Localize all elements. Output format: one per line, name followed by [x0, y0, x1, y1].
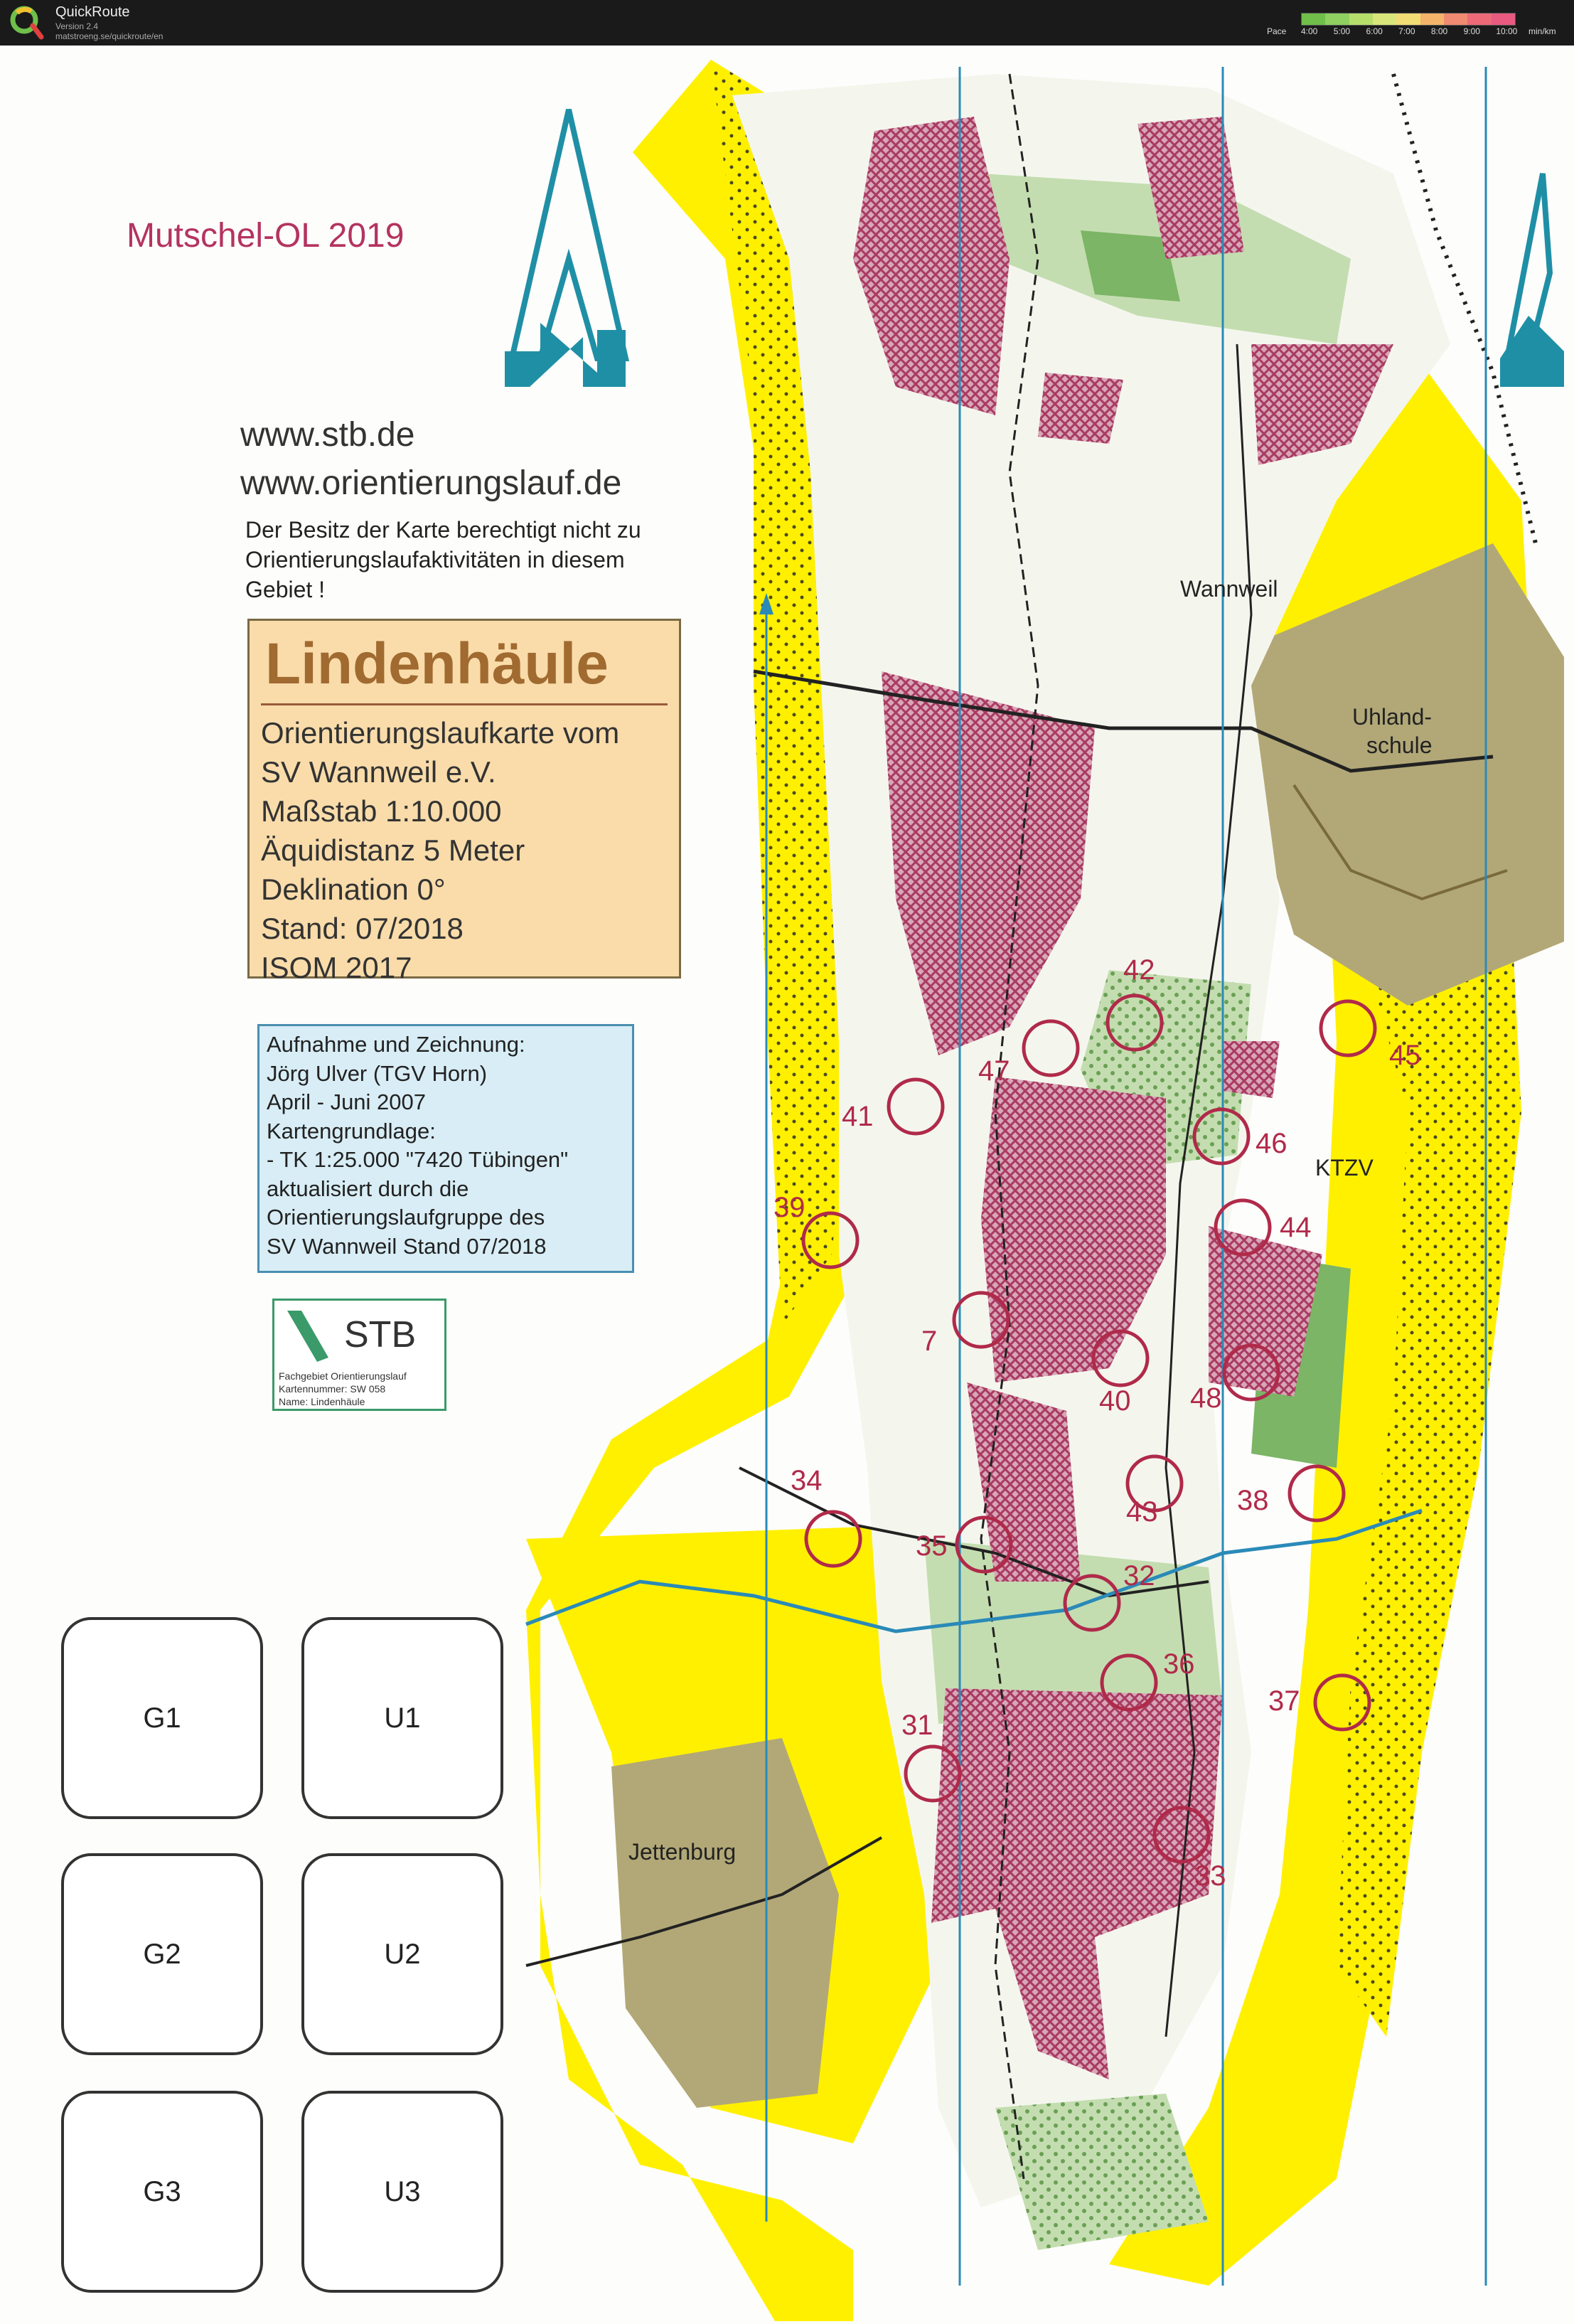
pace-color-swatch	[1325, 14, 1349, 25]
pace-color-swatch	[1492, 14, 1515, 25]
group-box-u3: U3	[301, 2091, 503, 2293]
control-label: 48	[1190, 1382, 1222, 1414]
place-jettenburg: Jettenburg	[628, 1839, 737, 1865]
group-box-u1: U1	[301, 1617, 503, 1819]
website-stb: www.stb.de	[240, 416, 415, 454]
control-label: 42	[1123, 954, 1155, 986]
pace-tick-labels	[1301, 26, 1529, 36]
info-line: Stand: 07/2018	[261, 912, 464, 945]
control-label: 47	[978, 1055, 1010, 1087]
control-label: 44	[1280, 1212, 1312, 1243]
map-name: Lindenhäule	[265, 631, 609, 696]
pace-tick: 7:00	[1398, 26, 1415, 36]
info-line: Äquidistanz 5 Meter	[261, 833, 525, 867]
stb-line: Fachgebiet Orientierungslauf	[279, 1370, 407, 1382]
pace-label: Pace	[1267, 26, 1287, 36]
control-label: 31	[901, 1710, 933, 1741]
app-title: QuickRoute	[55, 4, 130, 20]
orienteering-map[interactable]	[0, 46, 1574, 2324]
restricted-area-8	[1223, 1041, 1280, 1098]
credits-line: Jörg Ulver (TGV Horn)	[267, 1060, 488, 1086]
group-box-u2: U2	[301, 1853, 503, 2055]
control-label: 37	[1268, 1685, 1300, 1717]
control-label: 46	[1256, 1128, 1287, 1159]
credits-line: Kartengrundlage:	[267, 1118, 436, 1144]
stb-line: Kartennummer: SW 058	[279, 1383, 386, 1395]
north-arrow-2-icon	[1500, 174, 1564, 387]
pace-tick: 6:00	[1366, 26, 1383, 36]
stb-logo	[272, 1299, 446, 1411]
pace-tick: 4:00	[1301, 26, 1318, 36]
group-box-g1: G1	[61, 1617, 263, 1819]
control-label: 43	[1126, 1496, 1158, 1528]
control-label: 45	[1389, 1040, 1421, 1071]
event-title: Mutschel-OL 2019	[127, 217, 405, 255]
stb-line: Name: Lindenhäule	[279, 1396, 365, 1407]
credits-box	[257, 1024, 634, 1273]
pace-color-swatch	[1349, 14, 1373, 25]
app-url[interactable]: matstroeng.se/quickroute/en	[55, 31, 164, 41]
restricted-area-4	[1038, 373, 1123, 444]
group-box-g2: G2	[61, 1853, 263, 2055]
stb-name: STB	[344, 1314, 417, 1355]
credits-line: April - Juni 2007	[267, 1089, 427, 1114]
info-line: Deklination 0°	[261, 873, 446, 906]
control-label: 34	[791, 1465, 823, 1496]
app-version: Version 2.4	[55, 21, 99, 31]
credits-line: - TK 1:25.000 "7420 Tübingen"	[267, 1147, 569, 1172]
pace-tick: 5:00	[1333, 26, 1351, 36]
control-label: 35	[916, 1530, 948, 1562]
access-notice: Der Besitz der Karte berechtigt nicht zu Orientierungslaufaktivitäten in diesem Gebiet !	[245, 517, 641, 602]
control-label: 41	[842, 1101, 874, 1132]
pace-color-swatch	[1444, 14, 1467, 25]
pace-color-swatch	[1420, 14, 1444, 25]
control-label: 36	[1163, 1648, 1195, 1680]
credits-line: Aufnahme und Zeichnung:	[267, 1032, 525, 1057]
north-arrow-icon	[505, 110, 626, 387]
map-info-box	[247, 619, 681, 984]
pace-unit: min/km	[1529, 26, 1556, 36]
control-label: 39	[773, 1192, 805, 1223]
map-info-lines	[261, 713, 619, 987]
control-label: 32	[1123, 1560, 1155, 1592]
place-uhlandschule-1: Uhland-	[1352, 704, 1433, 730]
pace-color-swatch	[1373, 14, 1396, 25]
green-patch-5	[995, 2094, 1209, 2250]
control-label: 7	[921, 1326, 938, 1357]
stb-swoosh-icon	[286, 1308, 336, 1365]
divider	[261, 703, 668, 705]
info-line: ISOM 2017	[261, 951, 412, 984]
app-title-bar	[0, 0, 1574, 46]
credits-line: Orientierungslaufgruppe des	[267, 1205, 545, 1230]
group-box-g3: G3	[61, 2091, 263, 2293]
quickroute-logo-icon	[9, 4, 44, 40]
pace-tick: 9:00	[1463, 26, 1480, 36]
place-ktzv: KTZV	[1315, 1155, 1374, 1180]
pace-tick: 8:00	[1430, 26, 1448, 36]
pace-tick: 10:00	[1496, 26, 1518, 36]
control-label: 33	[1194, 1860, 1226, 1892]
credits-line: SV Wannweil Stand 07/2018	[267, 1233, 547, 1259]
website-orientierungslauf: www.orientierungslauf.de	[240, 464, 622, 502]
info-line: Orientierungslaufkarte vom	[261, 716, 620, 750]
pace-color-swatch	[1396, 14, 1420, 25]
pace-color-swatch	[1467, 14, 1491, 25]
place-wannweil: Wannweil	[1180, 576, 1278, 602]
place-uhlandschule-2: schule	[1366, 732, 1433, 758]
pace-color-scale	[1301, 13, 1516, 26]
info-line: SV Wannweil e.V.	[261, 755, 496, 789]
info-line: Maßstab 1:10.000	[261, 794, 502, 828]
control-label: 40	[1099, 1385, 1131, 1417]
control-label: 38	[1237, 1485, 1269, 1516]
pace-color-swatch	[1302, 14, 1325, 25]
credits-line: aktualisiert durch die	[267, 1176, 469, 1201]
